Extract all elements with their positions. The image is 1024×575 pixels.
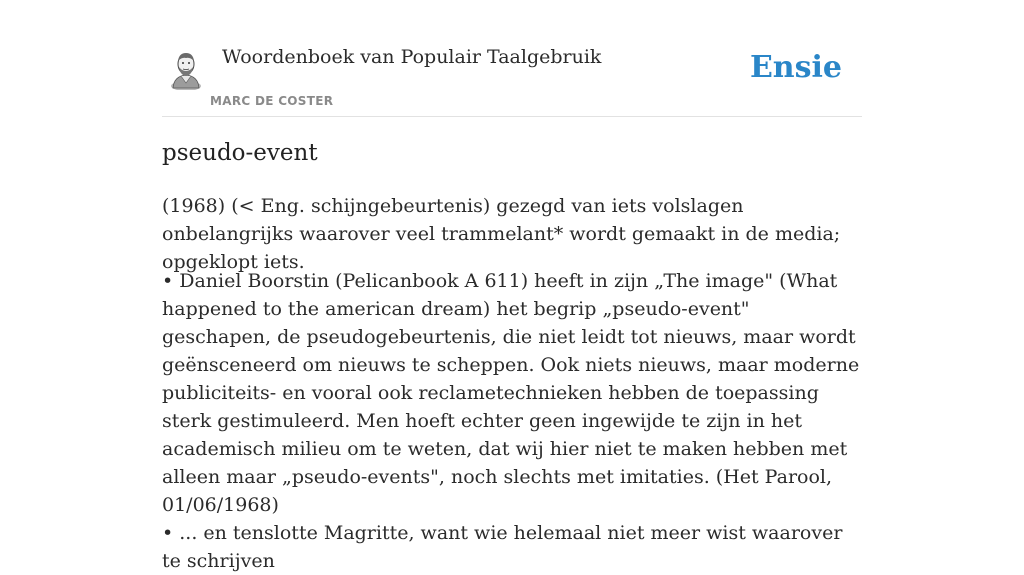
entry-definition: (1968) (< Eng. schijngebeurtenis) gezegd van iets volslagen onbelangrijks waarover veel trammelant* wordt gemaakt in de media; opgeklopt iets. xyxy=(162,195,841,273)
entry-quotes xyxy=(162,267,862,575)
quote-item: • Daniel Boorstin (Pelicanbook A 611) heeft in zijn „The image" (What happened to the american dream) het begrip „pseudo-event" geschapen, de pseudogebeurtenis, die niet leidt tot nieuws, maar wordt geënsceneerd om nieuws te scheppen. Ook niets nieuws, maar moderne publiciteits- en vooral ook reclametechnieken hebben de toepassing sterk gestimuleerd. Men hoeft echter geen ingewijde te zijn in het academisch milieu om te weten, dat wij hier niet te maken hebben met alleen maar „pseudo-events", noch slechts met imitaties. (Het Parool, 01/06/1968) xyxy=(162,270,860,516)
author-name[interactable]: MARC DE COSTER xyxy=(210,94,334,108)
quote-item: • ... en tenslotte Magritte, want wie helemaal niet meer wist waarover te schrijven xyxy=(162,522,843,572)
page xyxy=(162,0,862,572)
book-title[interactable]: Woordenboek van Populair Taalgebruik xyxy=(222,46,602,68)
entry-headword: pseudo-event xyxy=(162,140,318,166)
author-portrait-icon xyxy=(168,50,204,90)
ensie-logo[interactable]: Ensie xyxy=(749,50,842,85)
header xyxy=(162,0,862,117)
